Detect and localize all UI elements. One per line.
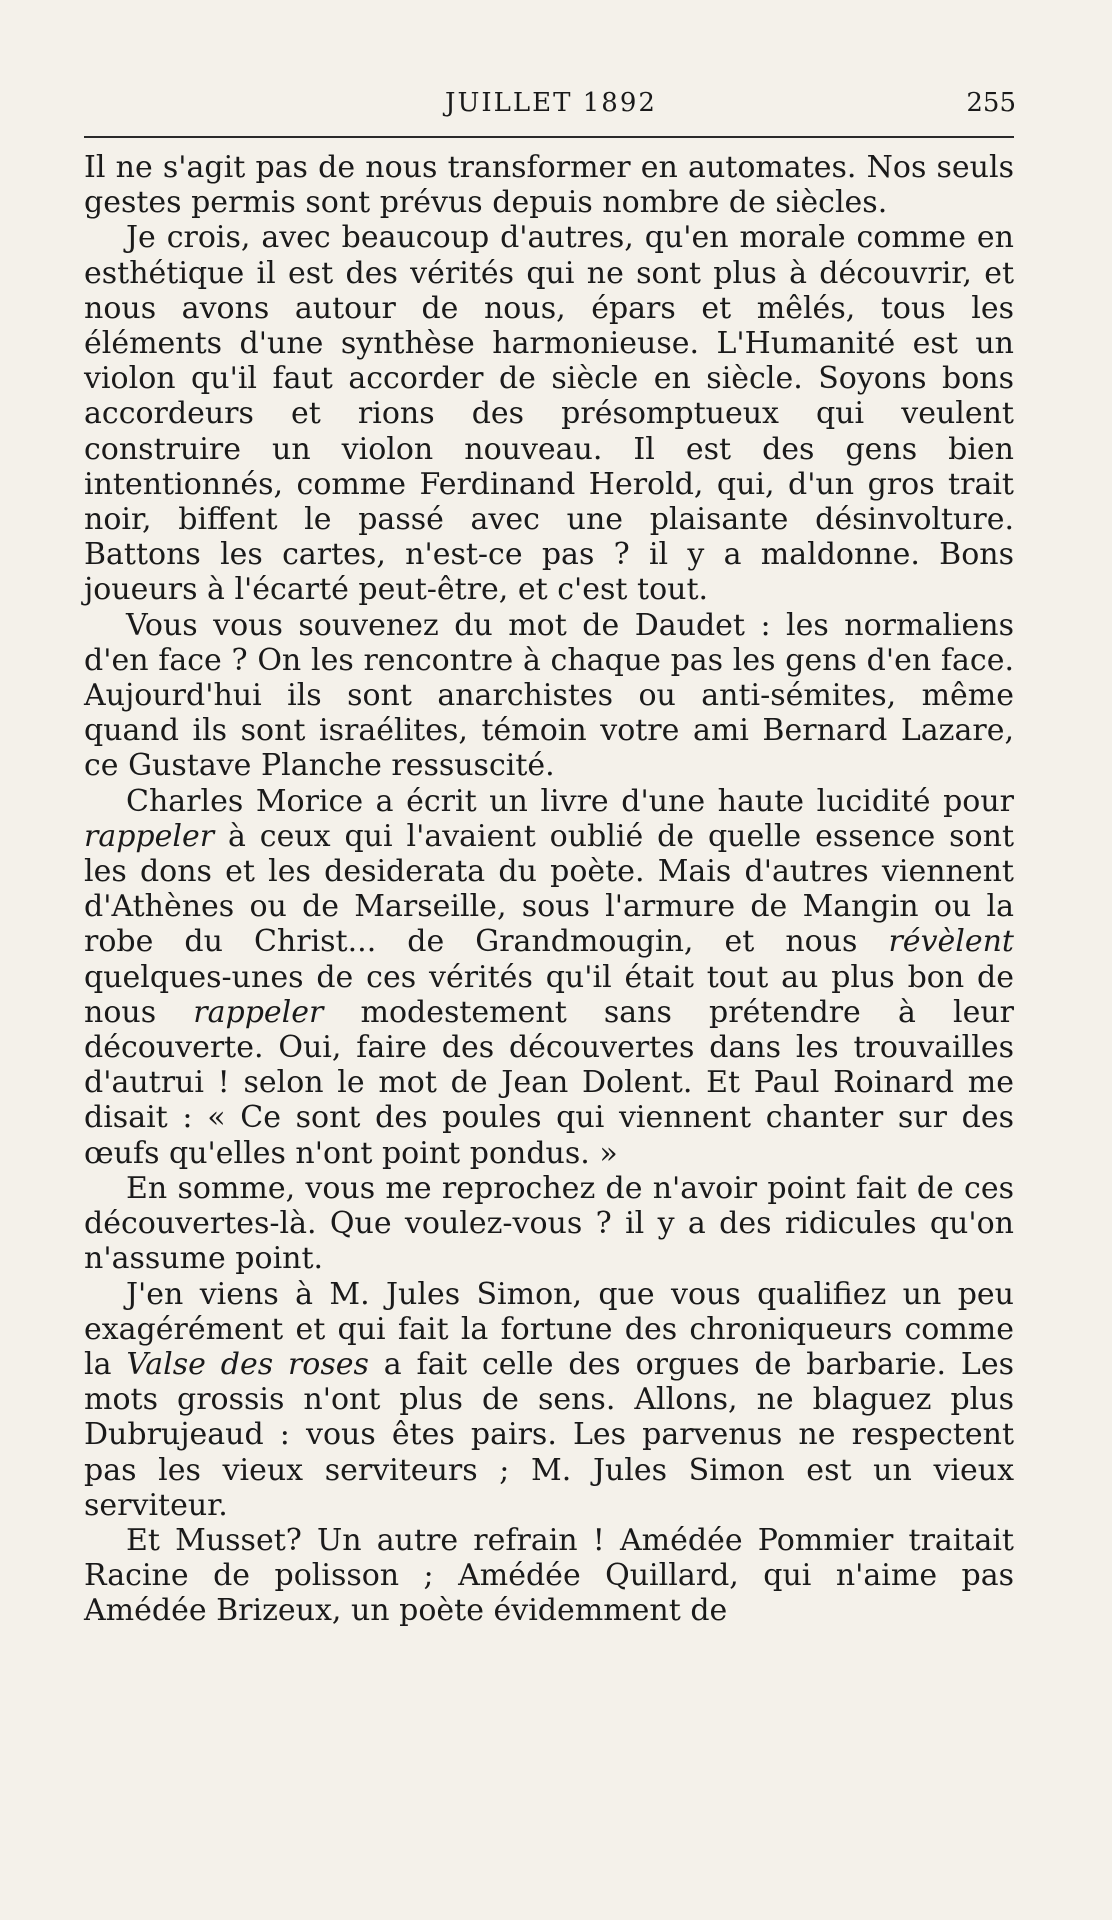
paragraph-3: Vous vous souvenez du mot de Daudet : les normaliens d'en face ? On les rencontre à chaque pas les gens d'en face. Aujourd'hui ils sont anarchistes ou anti-sémites, même quand ils sont israélites, témoin votre ami Bernard Lazare, ce Gustave Planche ressuscité.	[84, 607, 1014, 784]
paragraph-2: Je crois, avec beaucoup d'autres, qu'en morale comme en esthétique il est des vérités qui ne sont plus à découvrir, et nous avons autour de nous, épars et mêlés, tous les éléments d'une synthèse harmonieuse. L'Humanité est un violon qu'il faut accorder de siècle en siècle. Soyons bons accordeurs et rions des présomptueux qui veulent construire un violon nouveau. Il est des gens bien intentionnés, comme Ferdinand Herold, qui, d'un gros trait noir, biffent le passé avec une plaisante désinvolture. Battons les cartes, n'est-ce pas ? il y a maldonne. Bons joueurs à l'écarté peut-être, et c'est tout.	[84, 220, 1014, 608]
paragraph-4-text: modestement sans prétendre à leur découverte. Oui, faire des découvertes dans les trouvailles d'autrui ! selon le mot de Jean Dolent. Et Paul Roinard me disait : « Ce sont des poules qui viennent chanter sur des œufs qu'elles n'ont point pondus. »	[84, 994, 1014, 1171]
paragraph-6-italic-1: Valse des roses	[126, 1346, 369, 1382]
paragraph-4-text: quelques-unes de ces vérités qu'il était tout au plus bon de nous	[84, 959, 1014, 1030]
paragraph-4-italic-1: rappeler	[84, 818, 215, 854]
header-rule	[84, 136, 1014, 138]
paragraph-1: Il ne s'agit pas de nous transformer en automates. Nos seuls gestes permis sont prévus depuis nombre de siècles.	[84, 150, 1014, 221]
body-text	[84, 150, 1014, 1629]
paragraph-6-text: a fait celle des orgues de barbarie. Les mots grossis n'ont plus de sens. Allons, ne blaguez plus Dubrujeaud : vous êtes pairs. Les parvenus ne respectent pas les vieux serviteurs ; M. Jules Simon est un vieux serviteur.	[84, 1346, 1014, 1523]
running-head	[86, 86, 1016, 126]
paragraph-7: Et Musset? Un autre refrain ! Amédée Pommier traitait Racine de polisson ; Amédée Quillard, qui n'aime pas Amédée Brizeux, un poète évidemment de	[84, 1522, 1014, 1629]
paragraph-6	[84, 1277, 1014, 1523]
paragraph-4-text: à ceux qui l'avaient oublié de quelle essence sont les dons et les desiderata du poète. Mais d'autres viennent d'Athènes ou de Marseille, sous l'armure de Mangin ou la robe du Christ... de Grandmougin, et nous	[84, 818, 1014, 960]
paragraph-6-text: J'en viens à M. Jules Simon, que vous qualifiez un peu exagérément et qui fait la fortune des chroniqueurs comme la	[84, 1276, 1014, 1382]
paragraph-4-text: Charles Morice a écrit un livre d'une haute lucidité pour	[126, 783, 1014, 819]
running-title: JUILLET 1892	[445, 88, 657, 118]
paragraph-5: En somme, vous me reprochez de n'avoir point fait de ces découvertes-là. Que voulez-vous ? il y a des ridicules qu'on n'assume point.	[84, 1170, 1014, 1277]
page-number: 255	[966, 88, 1016, 118]
paragraph-4-italic-3: rappeler	[193, 994, 324, 1030]
paragraph-4-italic-2: révèlent	[888, 924, 1014, 960]
paragraph-4	[84, 784, 1014, 1171]
